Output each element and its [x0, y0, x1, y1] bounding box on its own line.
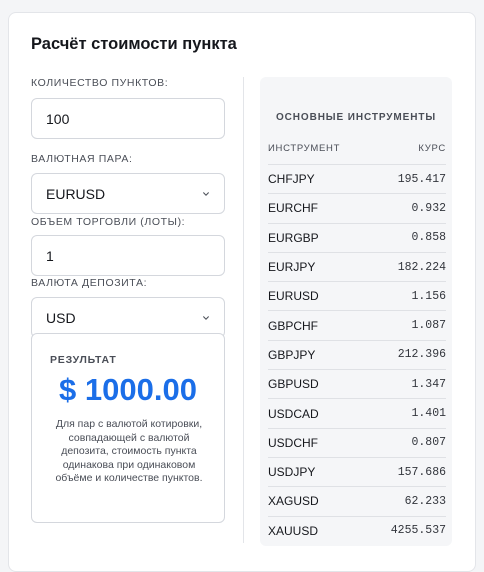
- column-header-symbol: ИНСТРУМЕНТ: [268, 143, 341, 154]
- instrument-symbol: XAGUSD: [268, 494, 319, 509]
- instrument-symbol: GBPUSD: [268, 377, 319, 392]
- instrument-rate: 182.224: [397, 260, 446, 274]
- lots-input[interactable]: [31, 235, 225, 276]
- page-title: Расчёт стоимости пункта: [31, 35, 237, 53]
- result-value: $ 1000.00: [59, 372, 197, 407]
- instruments-header: [268, 143, 446, 157]
- result-label: РЕЗУЛЬТАТ: [50, 354, 117, 366]
- instrument-rate: 1.087: [411, 319, 446, 333]
- pair-select[interactable]: [31, 173, 225, 214]
- result-note: Для пар с валютой котировки, совпадающей с валютой депозита, стоимость пункта одинакова при одинаковом объёме и количестве пунктов.: [55, 418, 203, 485]
- instrument-rate: 1.347: [411, 377, 446, 391]
- deposit-select[interactable]: [31, 297, 225, 338]
- points-label: КОЛИЧЕСТВО ПУНКТОВ:: [31, 77, 169, 89]
- instrument-symbol: GBPJPY: [268, 347, 316, 362]
- instrument-symbol: GBPCHF: [268, 318, 319, 333]
- instrument-rate: 0.932: [411, 201, 446, 215]
- instrument-symbol: USDJPY: [268, 465, 316, 480]
- table-row[interactable]: [268, 252, 446, 281]
- instrument-rate: 1.156: [411, 289, 446, 303]
- instrument-symbol: EURUSD: [268, 289, 319, 304]
- pair-value: EURUSD: [46, 185, 106, 202]
- column-divider: [243, 77, 244, 543]
- instruments-title: ОСНОВНЫЕ ИНСТРУМЕНТЫ: [275, 112, 437, 123]
- chevron-down-icon: [202, 190, 210, 198]
- points-value: 100: [46, 110, 70, 127]
- chevron-down-icon: [202, 314, 210, 322]
- instrument-rate: 4255.537: [390, 524, 446, 538]
- table-row[interactable]: [268, 486, 446, 515]
- instrument-symbol: CHFJPY: [268, 172, 315, 187]
- column-header-rate: КУРС: [418, 143, 446, 154]
- table-row[interactable]: [268, 340, 446, 369]
- deposit-value: USD: [46, 309, 76, 326]
- instrument-symbol: USDCAD: [268, 406, 319, 421]
- table-row[interactable]: [268, 164, 446, 193]
- instrument-rate: 0.858: [411, 231, 446, 245]
- points-input[interactable]: [31, 98, 225, 139]
- table-row[interactable]: [268, 428, 446, 457]
- table-row[interactable]: [268, 281, 446, 310]
- table-row[interactable]: [268, 193, 446, 222]
- instrument-rate: 195.417: [397, 172, 446, 186]
- table-row[interactable]: [268, 223, 446, 252]
- instrument-rate: 0.807: [411, 436, 446, 450]
- table-row[interactable]: [268, 398, 446, 427]
- table-row[interactable]: [268, 516, 446, 545]
- instrument-rate: 1.401: [411, 407, 446, 421]
- instrument-rate: 212.396: [397, 348, 446, 362]
- instrument-symbol: EURJPY: [268, 260, 316, 275]
- pair-label: ВАЛЮТНАЯ ПАРА:: [31, 153, 133, 165]
- instruments-panel: [260, 77, 452, 546]
- table-row[interactable]: [268, 369, 446, 398]
- table-row[interactable]: [268, 457, 446, 486]
- lots-value: 1: [46, 247, 54, 264]
- table-row[interactable]: [268, 310, 446, 339]
- lots-label: ОБЪЕМ ТОРГОВЛИ (ЛОТЫ):: [31, 216, 186, 228]
- instrument-symbol: XAUUSD: [268, 523, 319, 538]
- result-box: [31, 333, 225, 523]
- instruments-table: [268, 164, 446, 545]
- instrument-rate: 62.233: [404, 494, 446, 508]
- instrument-symbol: EURCHF: [268, 201, 318, 216]
- instrument-rate: 157.686: [397, 465, 446, 479]
- deposit-label: ВАЛЮТА ДЕПОЗИТА:: [31, 277, 148, 289]
- calculator-card: [8, 12, 476, 572]
- instrument-symbol: USDCHF: [268, 435, 318, 450]
- instrument-symbol: EURGBP: [268, 230, 319, 245]
